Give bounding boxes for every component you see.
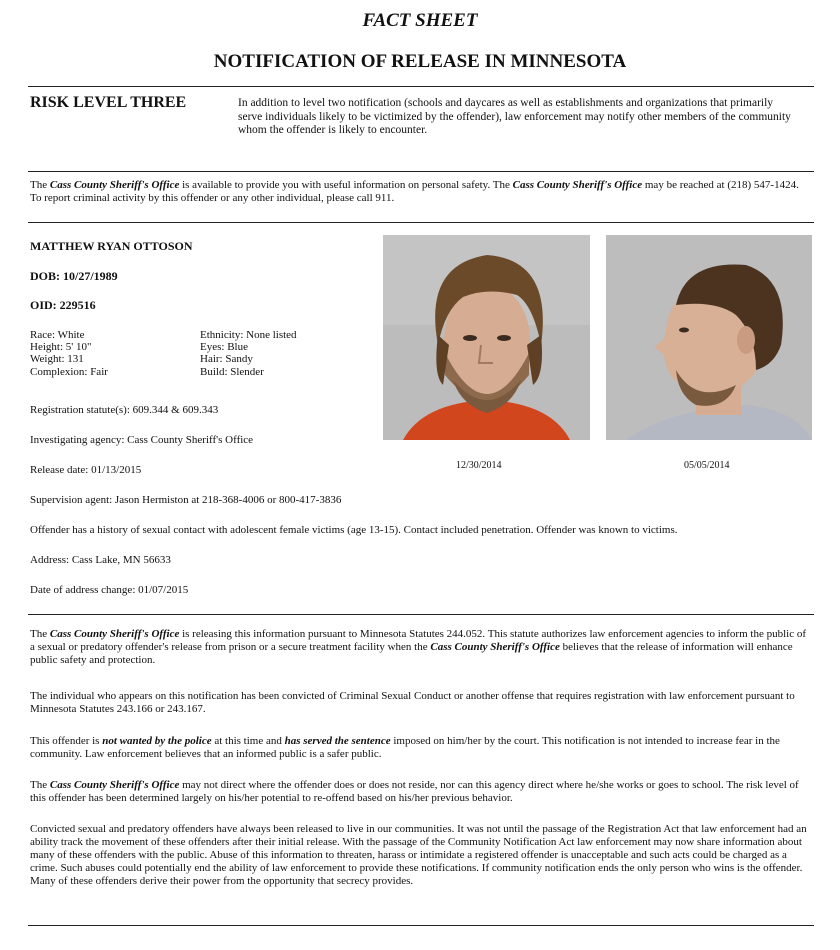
dob: DOB: 10/27/1989 (30, 269, 118, 283)
release-date: Release date: 01/13/2015 (30, 464, 142, 476)
address: Address: Cass Lake, MN 56633 (30, 554, 171, 566)
attributes-left (30, 329, 108, 378)
hair: Hair: Sandy (200, 353, 253, 366)
risk-description: In addition to level two notification (schools and daycares as well as establishments and organizations that primarily serve individuals likely to be victimized by the offender), law enforcement may notify other members of the community whom the offender is likely to encounter. (238, 97, 791, 136)
divider (28, 86, 814, 87)
divider (28, 925, 814, 926)
complexion: Complexion: Fair (30, 365, 108, 378)
notification-title: NOTIFICATION OF RELEASE IN MINNESOTA (213, 51, 627, 72)
statute-paragraph: The Cass County Sheriff's Office is releasing this information pursuant to Minnesota Statutes 244.052. This statute authorizes law enforcement agencies to inform the public of a sexual or predatory offender's release from prison or a secure treatment facility when the Cass County Sheriff's Office believes that the release of information will enhance public safety and protection. (30, 628, 806, 666)
address-change-date: Date of address change: 01/07/2015 (30, 584, 189, 596)
investigating-agency: Investigating agency: Cass County Sheriff's Office (30, 434, 254, 446)
risk-level: RISK LEVEL THREE (30, 94, 187, 111)
ethnicity: Ethnicity: None listed (200, 329, 297, 341)
residence-paragraph: The Cass County Sheriff's Office may not direct where the offender does or does not reside, nor can this agency direct where he/she works or goes to school. The risk level of this offender has been determined largely on his/her potential to re-offend based on his/her previous behavior. (30, 779, 799, 804)
fact-sheet-title: FACT SHEET (362, 10, 478, 31)
divider (28, 171, 814, 172)
attributes-right (200, 329, 297, 378)
front-photo (383, 235, 590, 440)
divider (28, 614, 814, 615)
build: Build: Slender (200, 365, 264, 378)
offender-name: MATTHEW RYAN OTTOSON (30, 239, 193, 253)
not-wanted-paragraph: This offender is not wanted by the police at this time and has served the sentence imposed on him/her by the court. This notification is not intended to increase fear in the community. Law enforcement believes that an informed public is a safer public. (30, 735, 780, 760)
conviction-paragraph: The individual who appears on this notification has been convicted of Criminal Sexual Conduct or another offense that requires registration with law enforcement pursuant to Minnesota Statutes 243.166 or 243.167. (30, 690, 795, 715)
registration-statute: Registration statute(s): 609.344 & 609.343 (30, 404, 219, 416)
height: Height: 5' 10" (30, 341, 92, 354)
community-paragraph: Convicted sexual and predatory offenders have always been released to live in our communities. It was not until the passage of the Registration Act that law enforcement had an ability track the movement of these offenders after their initial release. With the passage of the Community Notification Act law enforcement may now share information about many of these offenders with the public. Abuse of this information to threaten, harass or intimidate a registered offender is unacceptable and such acts could be charged as a crime. Such abuses could potentially end the ability of law enforcement to provide these notifications. If community notification ends the only person who wins is the offender. Many of these offenders derive their power from the opportunity that secrecy provides. (30, 823, 807, 887)
offense-history: Offender has a history of sexual contact with adolescent female victims (age 13-15). Contact included penetration. Offender was known to victims. (30, 524, 678, 536)
supervision-agent: Supervision agent: Jason Hermiston at 218-368-4006 or 800-417-3836 (30, 494, 342, 506)
divider (28, 222, 814, 223)
front-photo-date: 12/30/2014 (456, 460, 502, 471)
eyes: Eyes: Blue (200, 341, 248, 354)
race: Race: White (30, 329, 85, 341)
profile-photo (606, 235, 812, 440)
contact-paragraph: The Cass County Sheriff's Office is available to provide you with useful information on personal safety. The Cass County Sheriff's Office may be reached at (218) 547-1424. To report criminal activity by this offender or any other individual, please call 911. (30, 179, 799, 204)
weight: Weight: 131 (30, 353, 84, 366)
oid: OID: 229516 (30, 298, 96, 312)
profile-photo-date: 05/05/2014 (684, 460, 730, 471)
